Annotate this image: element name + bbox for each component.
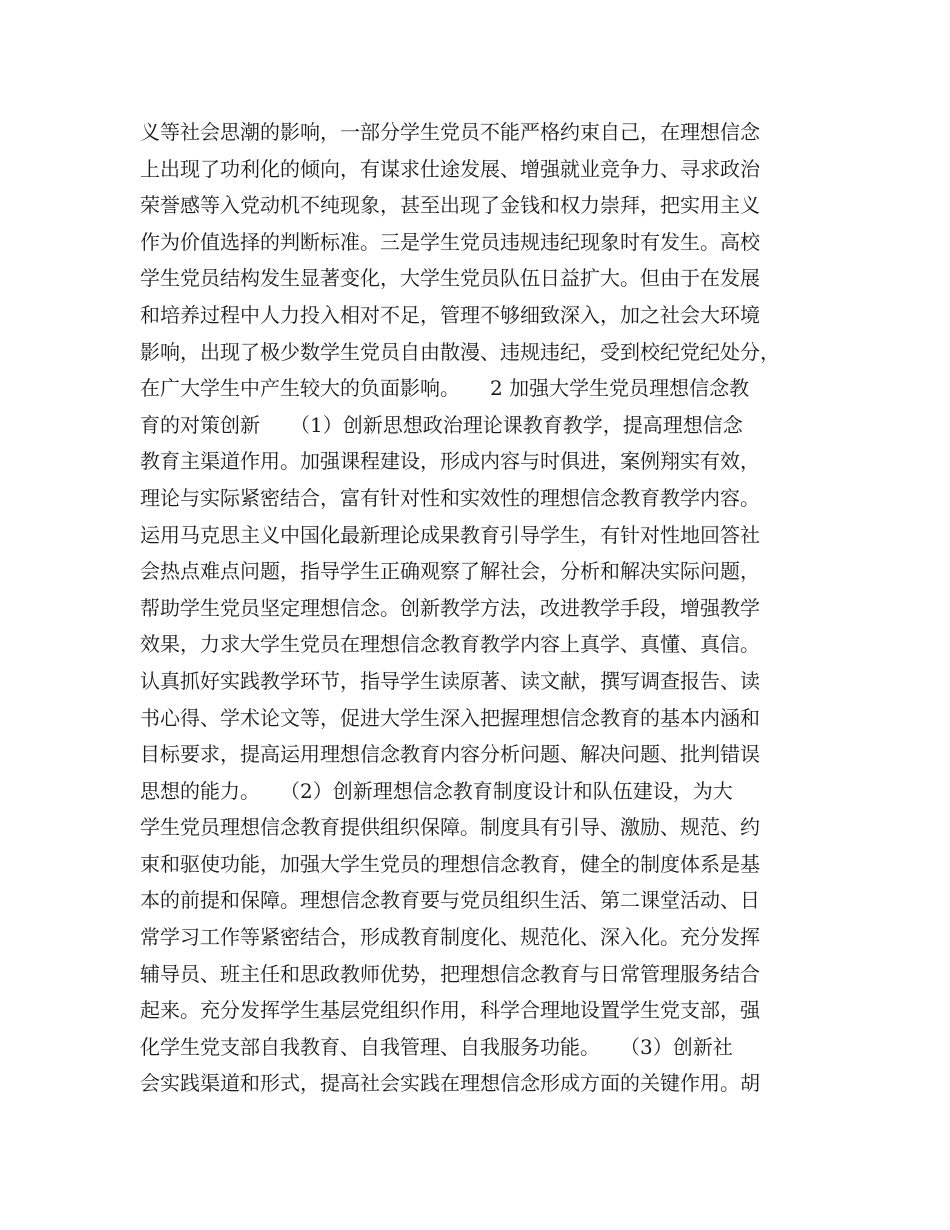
- text-line: 目标要求，提高运用理想信念教育内容分析问题、解决问题、批判错误: [140, 742, 760, 767]
- text-line: 会热点难点问题，指导学生正确观察了解社会，分析和解决实际问题，: [140, 559, 760, 584]
- text-line: 会实践渠道和形式，提高社会实践在理想信念形成方面的关键作用。胡: [140, 1071, 760, 1096]
- text-line: 学生党员结构发生显著变化，大学生党员队伍日益扩大。但由于在发展: [140, 266, 760, 291]
- text-line: 教育主渠道作用。加强课程建设，形成内容与时俱进，案例翔实有效，: [140, 449, 760, 474]
- text-line: 思想的能力。 （2）创新理想信念教育制度设计和队伍建设，为大: [140, 778, 733, 803]
- text-line: 作为价值选择的判断标准。三是学生党员违规违纪现象时有发生。高校: [140, 229, 760, 254]
- text-line: 上出现了功利化的倾向，有谋求仕途发展、增强就业竞争力、寻求政治: [140, 156, 760, 181]
- text-line: 认真抓好实践教学环节，指导学生读原著、读文献，撰写调查报告、读: [140, 668, 760, 693]
- text-line: 书心得、学术论文等，促进大学生深入把握理想信念教育的基本内涵和: [140, 705, 760, 730]
- text-line: 起来。充分发挥学生基层党组织作用，科学合理地设置学生党支部，强: [140, 998, 760, 1023]
- text-line: 运用马克思主义中国化最新理论成果教育引导学生，有针对性地回答社: [140, 522, 760, 547]
- text-line: 辅导员、班主任和思政教师优势，把理想信念教育与日常管理服务结合: [140, 961, 760, 986]
- text-line: 和培养过程中人力投入相对不足，管理不够细致深入，加之社会大环境: [140, 302, 760, 327]
- text-line: 常学习工作等紧密结合，形成教育制度化、规范化、深入化。充分发挥: [140, 925, 760, 950]
- text-line: 学生党员理想信念教育提供组织保障。制度具有引导、激励、规范、约: [140, 815, 760, 840]
- text-line: 在广大学生中产生较大的负面影响。 2 加强大学生党员理想信念教: [140, 376, 750, 401]
- text-line: 帮助学生党员坚定理想信念。创新教学方法，改进教学手段，增强教学: [140, 595, 760, 620]
- text-line: 育的对策创新 （1）创新思想政治理论课教育教学，提高理想信念: [140, 412, 743, 437]
- text-line: 束和驱使功能，加强大学生党员的理想信念教育，健全的制度体系是基: [140, 851, 760, 876]
- text-line: 义等社会思潮的影响，一部分学生党员不能严格约束自己，在理想信念: [140, 120, 760, 144]
- text-line: 效果，力求大学生党员在理想信念教育教学内容上真学、真懂、真信。: [140, 632, 760, 657]
- text-line: 影响，出现了极少数学生党员自由散漫、违规违纪，受到校纪党纪处分，: [140, 339, 780, 364]
- text-line: 荣誉感等入党动机不纯现象，甚至出现了金钱和权力崇拜，把实用主义: [140, 193, 760, 218]
- text-line: 理论与实际紧密结合，富有针对性和实效性的理想信念教育教学内容。: [140, 485, 760, 510]
- text-line: 化学生党支部自我教育、自我管理、自我服务功能。 （3）创新社: [140, 1034, 733, 1059]
- body-text: [140, 114, 830, 1102]
- text-line: 本的前提和保障。理想信念教育要与党员组织生活、第二课堂活动、日: [140, 888, 760, 913]
